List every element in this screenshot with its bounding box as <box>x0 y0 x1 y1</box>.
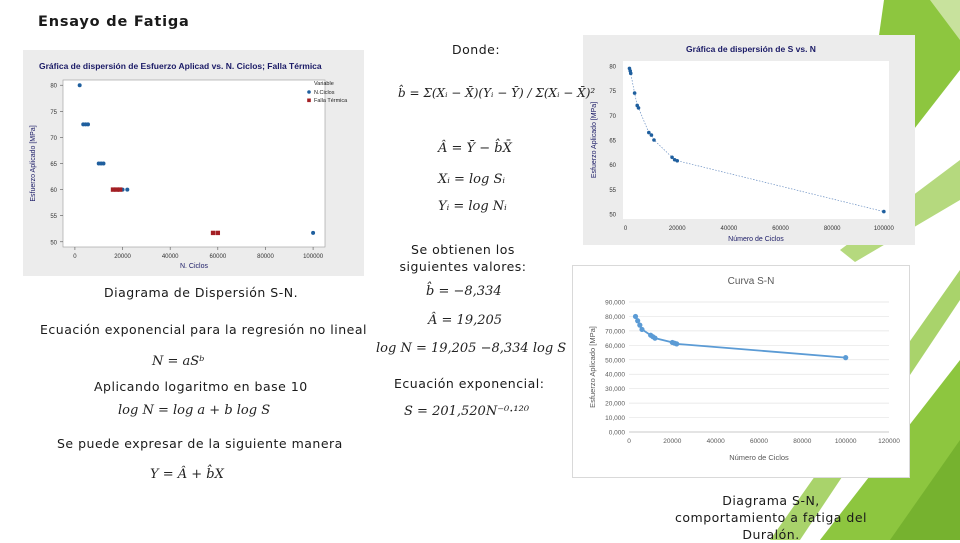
x-tick-label: 80000 <box>793 438 812 445</box>
y-tick-label: 0,000 <box>608 429 625 437</box>
chart2-title: Gráfica de dispersión de S vs. N <box>686 44 816 54</box>
chart1-title: Gráfica de dispersión de Esfuerzo Aplicad vs. N. Ciclos; Falla Térmica <box>39 61 322 71</box>
y-tick-label: 75 <box>609 89 616 96</box>
data-point <box>652 336 657 341</box>
data-point <box>652 138 656 142</box>
x-axis-label: N. Ciclos <box>179 263 209 270</box>
y-tick-label: 60 <box>609 163 616 170</box>
point-falla-termica <box>118 187 122 191</box>
formula-b-value: b̂ = −8,334 <box>426 284 502 299</box>
data-point <box>882 210 886 214</box>
formula-n-eq: N = aSᵇ <box>152 354 205 369</box>
ecuacion-label: Ecuación exponencial para la regresión no lineal <box>40 322 367 337</box>
y-tick-label: 50 <box>50 240 57 247</box>
se-puede-label: Se puede expresar de la siguiente manera <box>57 436 343 451</box>
se-obtienen-label: Se obtienen los siguientes valores: <box>399 242 527 274</box>
y-axis-label: Esfuerzo Aplicado [MPa] <box>30 125 37 202</box>
formula-log-n-value: log N = 19,205 −8,334 log S <box>376 341 567 356</box>
chart3-svg <box>573 266 909 477</box>
formula-s-eq: S = 201,520N⁻⁰·¹²⁰ <box>404 404 530 419</box>
data-point <box>843 355 848 360</box>
y-tick-label: 65 <box>50 162 57 168</box>
x-tick-label: 80000 <box>823 226 841 232</box>
x-axis-label: Número de Ciclos <box>728 236 784 243</box>
data-point <box>637 106 641 110</box>
series-line <box>636 316 846 357</box>
x-tick-label: 40000 <box>161 254 179 260</box>
x-tick-label: 0 <box>623 226 628 232</box>
x-tick-label: 100000 <box>303 254 324 260</box>
data-point <box>650 133 654 137</box>
point-n-ciclos <box>311 231 315 235</box>
y-tick-label: 50 <box>609 212 616 219</box>
data-point <box>675 159 679 163</box>
legend-marker-n-ciclos <box>307 90 311 94</box>
data-point <box>633 91 637 95</box>
point-n-ciclos <box>101 162 105 166</box>
chart-dispersion-s-vs-n <box>583 35 915 245</box>
y-tick-label: 80 <box>609 64 616 71</box>
x-tick-label: 80000 <box>257 254 274 260</box>
y-tick-label: 70 <box>50 135 57 142</box>
formula-xi: Xᵢ = log Sᵢ <box>438 172 505 187</box>
x-tick-label: 40000 <box>720 226 738 232</box>
formula-y-eq: Y = Â + b̂X <box>150 467 224 482</box>
x-axis-label: Número de Ciclos <box>729 453 789 462</box>
donde-label: Donde: <box>452 42 501 57</box>
point-falla-termica <box>216 231 220 235</box>
legend-marker-falla-termica <box>307 99 311 103</box>
formula-log-n-eq: log N = log a + b log S <box>118 403 271 418</box>
point-n-ciclos <box>78 83 82 87</box>
legend-title: Variable <box>314 81 334 87</box>
diagrama-label: Diagrama de Dispersión S-N. <box>104 285 299 300</box>
x-tick-label: 60000 <box>209 254 227 260</box>
data-point <box>629 72 633 76</box>
point-n-ciclos <box>86 122 90 126</box>
x-tick-label: 40000 <box>706 438 725 445</box>
legend-label-falla-termica: Falla Térmica <box>314 98 348 104</box>
formula-b-hat: b̂ = Σ(Xᵢ − X̄)(Yᵢ − Ȳ) / Σ(Xᵢ − X̄)² <box>398 86 596 100</box>
data-point <box>674 341 679 346</box>
x-tick-label: 60000 <box>749 438 769 445</box>
y-tick-label: 80,000 <box>605 313 625 321</box>
ecuacion-exp-label: Ecuación exponencial: <box>394 376 545 391</box>
y-tick-label: 55 <box>609 187 616 194</box>
caption-label: Diagrama S-N, comportamiento a fatiga del Duralón. <box>675 493 867 542</box>
y-tick-label: 60,000 <box>605 342 625 350</box>
y-tick-label: 60 <box>50 188 57 195</box>
x-tick-label: 0 <box>73 254 77 260</box>
x-tick-label: 100000 <box>834 438 857 445</box>
y-tick-label: 10,000 <box>605 415 625 423</box>
x-tick-label: 120000 <box>878 438 900 445</box>
y-tick-label: 30,000 <box>605 386 625 394</box>
y-axis-label: Esfuerzo Aplicado [MPa] <box>591 101 598 179</box>
y-tick-label: 50,000 <box>605 357 625 365</box>
x-tick-label: 20000 <box>668 226 686 232</box>
y-tick-label: 70 <box>609 113 616 120</box>
plot-area <box>623 61 889 219</box>
formula-yi: Yᵢ = log Nᵢ <box>438 199 507 214</box>
chart2-svg <box>583 35 915 245</box>
slide-title: Ensayo de Fatiga <box>38 14 190 30</box>
y-tick-label: 90,000 <box>605 299 625 307</box>
y-tick-label: 40,000 <box>605 371 625 379</box>
x-tick-label: 0 <box>627 438 631 445</box>
chart3-title: Curva S-N <box>727 276 775 287</box>
x-tick-label: 20000 <box>663 438 682 445</box>
aplicando-label: Aplicando logaritmo en base 10 <box>94 379 308 394</box>
data-point <box>639 327 644 332</box>
x-tick-label: 60000 <box>772 226 789 232</box>
y-tick-label: 65 <box>609 138 616 145</box>
x-tick-label: 100000 <box>873 226 894 232</box>
chart-dispersion-falla-termica <box>23 50 364 276</box>
x-tick-label: 20000 <box>114 254 131 260</box>
y-tick-label: 20,000 <box>605 400 625 408</box>
formula-a-value: Â = 19,205 <box>428 313 503 328</box>
formula-a-hat: Â = Ȳ − b̂X̄ <box>438 141 512 156</box>
y-tick-label: 75 <box>50 109 57 116</box>
y-tick-label: 80 <box>50 83 57 90</box>
y-tick-label: 55 <box>50 214 57 221</box>
legend-label-n-ciclos: N.Ciclos <box>314 90 335 96</box>
chart1-svg <box>23 50 364 276</box>
y-tick-label: 70,000 <box>605 328 625 336</box>
y-axis-label: Esfuerzo Aplicado [MPa] <box>588 326 597 408</box>
point-n-ciclos <box>125 188 129 192</box>
point-falla-termica <box>211 231 215 235</box>
chart-curva-s-n <box>572 265 910 478</box>
